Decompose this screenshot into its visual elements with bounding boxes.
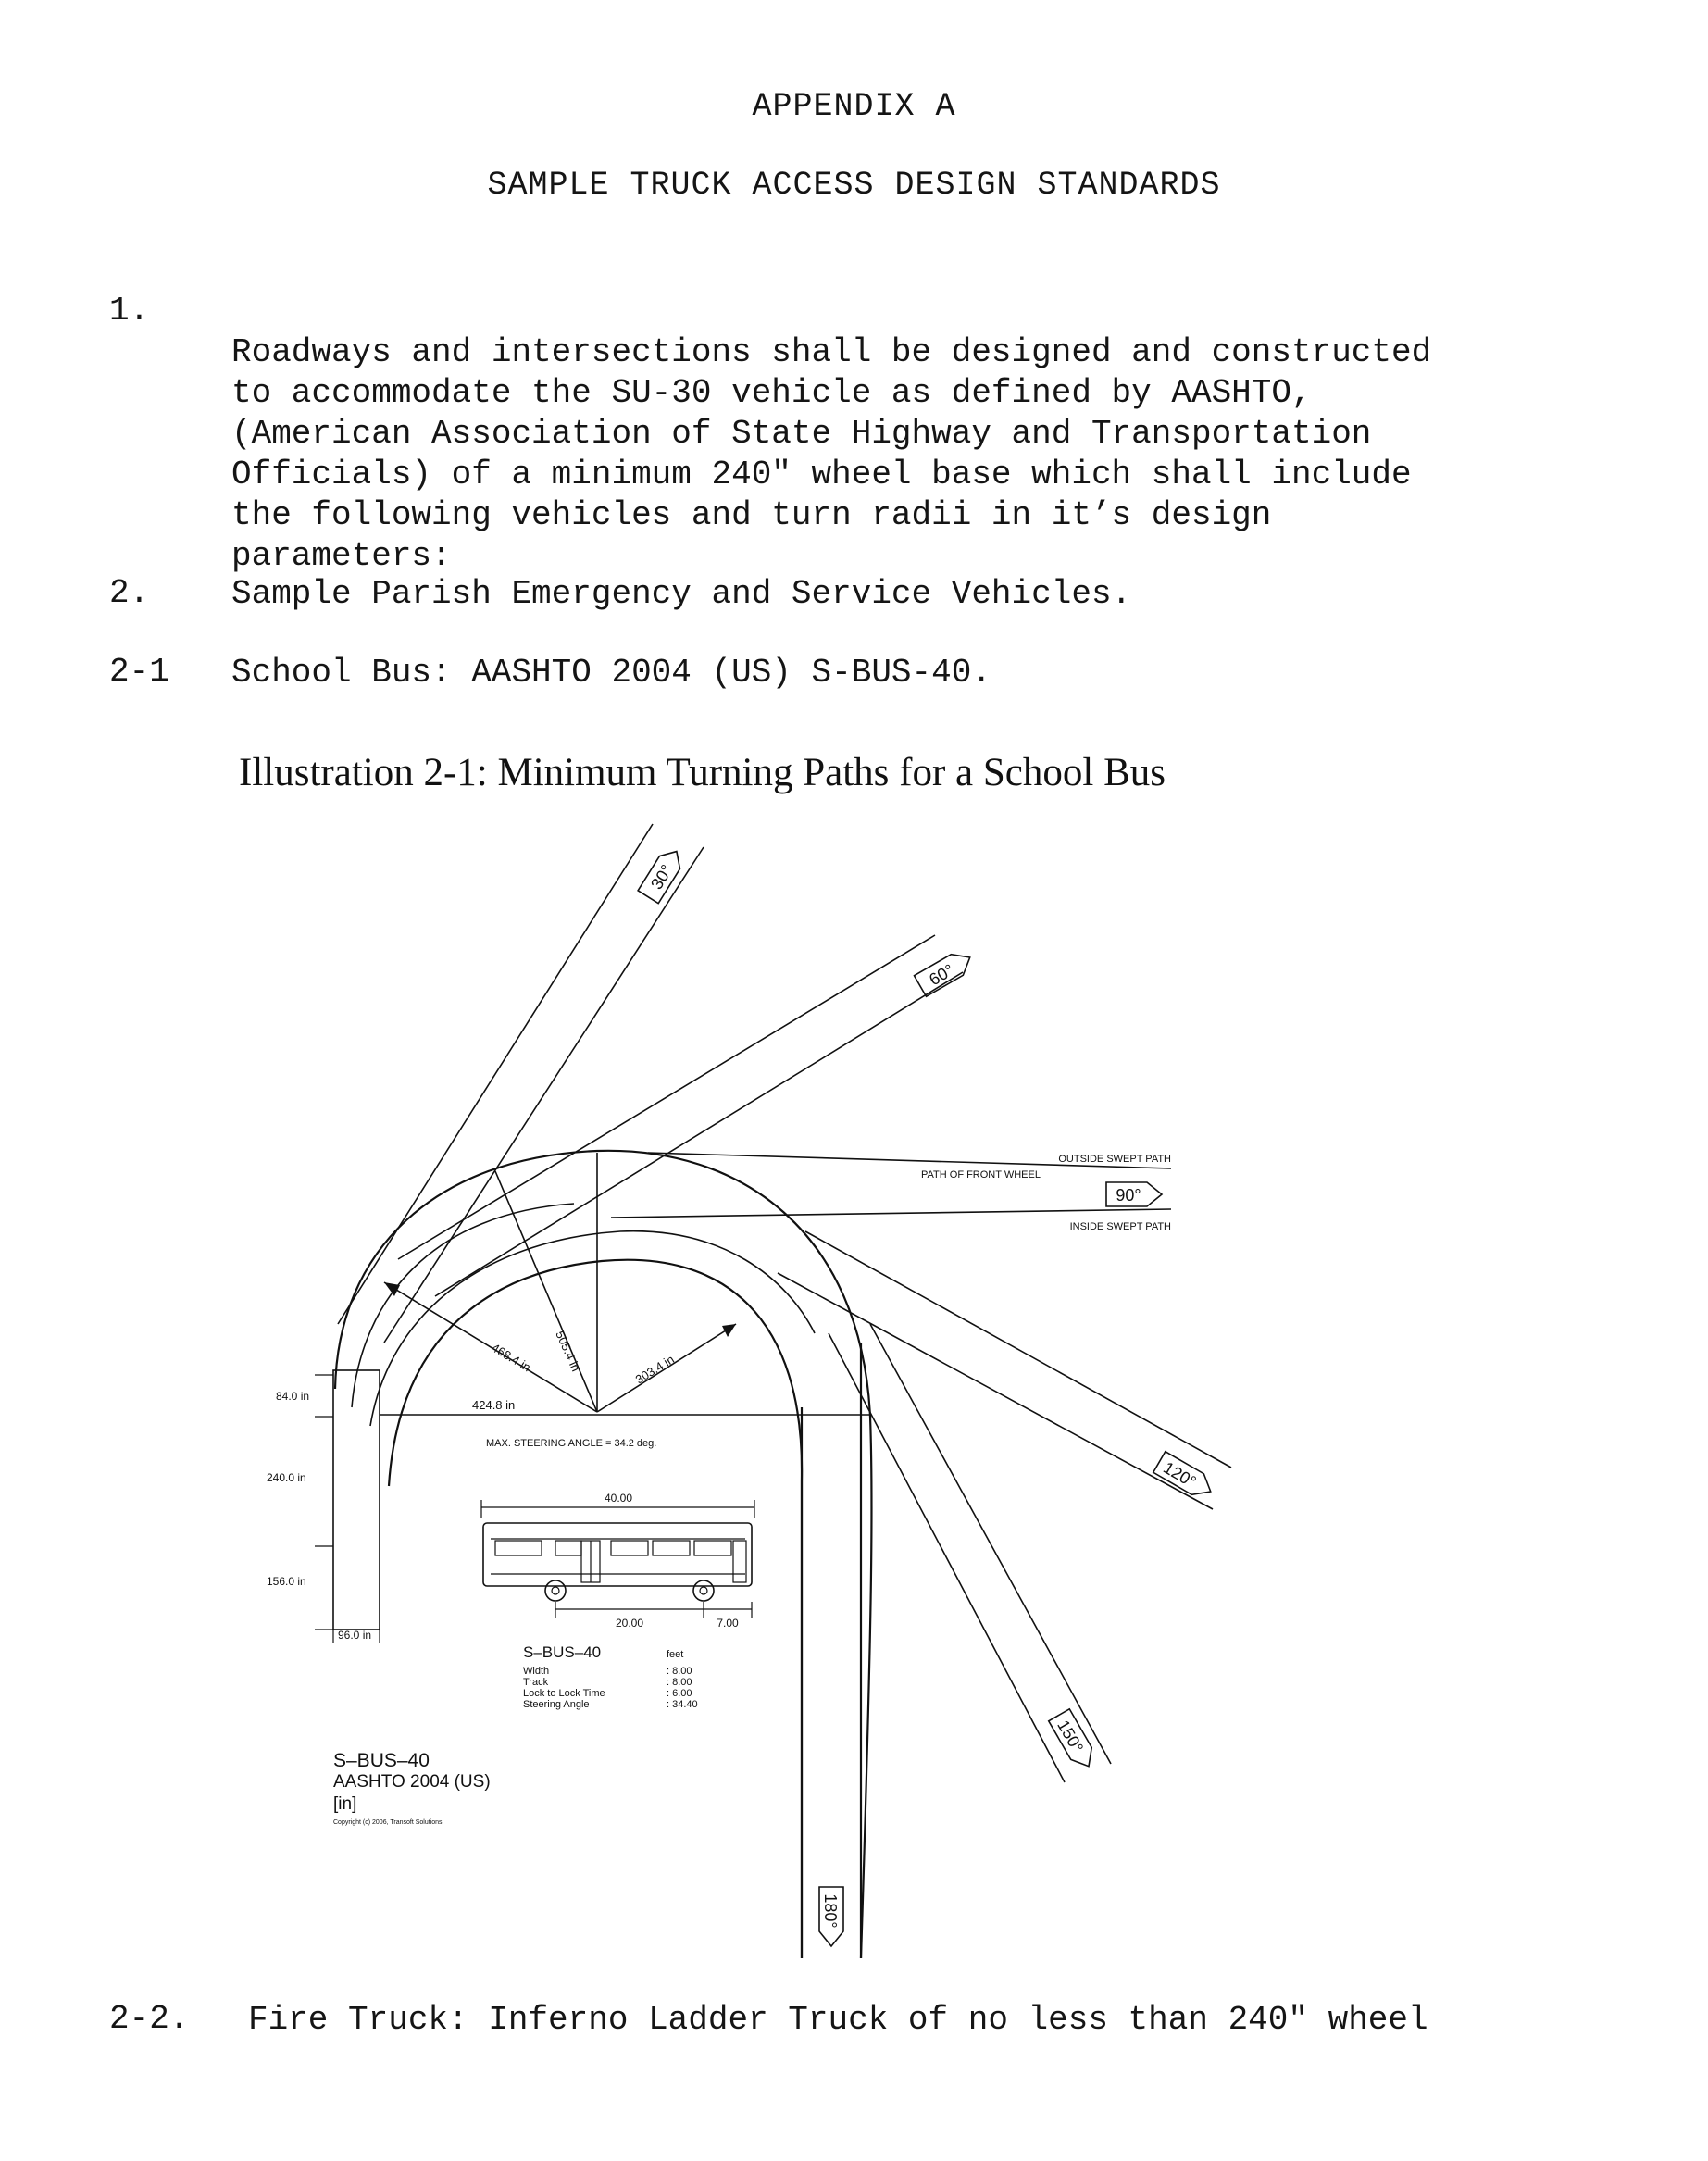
item-number: 1. bbox=[109, 292, 150, 330]
spec-value: : 34.40 bbox=[667, 1699, 698, 1710]
item-1-line: parameters: bbox=[231, 537, 452, 575]
steering-note: MAX. STEERING ANGLE = 34.2 deg. bbox=[486, 1438, 657, 1449]
item-2-text: Sample Parish Emergency and Service Vehicles. bbox=[231, 575, 1132, 613]
dimension-label: 240.0 in bbox=[267, 1471, 306, 1484]
bus-unit: feet bbox=[667, 1649, 684, 1660]
legend-standard: AASHTO 2004 (US) bbox=[333, 1772, 491, 1792]
overhang-label: 7.00 bbox=[717, 1617, 739, 1630]
svg-text:30°: 30° bbox=[647, 861, 677, 893]
bus-side-view bbox=[481, 1492, 754, 1630]
item-2-2-text: Fire Truck: Inferno Ladder Truck of no less than 240″ wheel bbox=[248, 2001, 1428, 2039]
spec-label: Track bbox=[523, 1677, 549, 1688]
wheelbase-label: 20.00 bbox=[615, 1617, 644, 1630]
bus-name: S–BUS–40 bbox=[523, 1643, 602, 1661]
radius-label: 468.4 in bbox=[489, 1340, 533, 1375]
dimension-label: 96.0 in bbox=[338, 1629, 372, 1642]
bus-spec-table bbox=[523, 1643, 698, 1710]
lane-60-deg bbox=[398, 935, 963, 1296]
dimension-label: 84.0 in bbox=[276, 1390, 310, 1403]
item-1-line: Officials) of a minimum 240″ wheel base which shall include bbox=[231, 456, 1412, 493]
appendix-title: APPENDIX A bbox=[752, 88, 956, 125]
item-number: 2-1 bbox=[109, 653, 169, 691]
item-1-line: Roadways and intersections shall be designed and constructed bbox=[231, 333, 1432, 371]
spec-label: Width bbox=[523, 1666, 550, 1677]
bus-footprint bbox=[315, 1370, 380, 1643]
svg-text:180°: 180° bbox=[821, 1893, 840, 1929]
arrow-60-deg bbox=[915, 947, 977, 997]
item-2-1-text: School Bus: AASHTO 2004 (US) S-BUS-40. bbox=[231, 654, 991, 692]
item-number: 2. bbox=[109, 574, 150, 612]
lane-180-deg bbox=[802, 1343, 861, 1958]
svg-text:90°: 90° bbox=[1116, 1186, 1141, 1205]
front-wheel-path-label: PATH OF FRONT WHEEL bbox=[921, 1169, 1041, 1180]
spec-label: Steering Angle bbox=[523, 1699, 590, 1710]
radius-label: 424.8 in bbox=[472, 1398, 516, 1412]
drawing-legend bbox=[333, 1750, 491, 1826]
appendix-subtitle: SAMPLE TRUCK ACCESS DESIGN STANDARDS bbox=[487, 167, 1221, 204]
svg-text:60°: 60° bbox=[926, 960, 957, 990]
arrow-180-deg bbox=[819, 1887, 843, 1946]
illustration-caption: Illustration 2-1: Minimum Turning Paths for a School Bus bbox=[239, 751, 1166, 794]
inside-swept-path-label: INSIDE SWEPT PATH bbox=[1069, 1221, 1171, 1232]
svg-text:150°: 150° bbox=[1053, 1717, 1088, 1756]
item-1-line: to accommodate the SU-30 vehicle as defined by AASHTO, bbox=[231, 374, 1312, 412]
legend-copyright: Copyright (c) 2006, Transoft Solutions bbox=[333, 1819, 443, 1826]
item-1-line: the following vehicles and turn radii in it’s design bbox=[231, 496, 1272, 534]
spec-value: : 8.00 bbox=[667, 1677, 692, 1688]
arrow-150-deg bbox=[1049, 1709, 1100, 1772]
lane-30-deg bbox=[338, 824, 704, 1343]
outside-swept-path bbox=[335, 1151, 872, 1958]
radius-label: 303.4 in bbox=[632, 1352, 677, 1387]
legend-name: S–BUS–40 bbox=[333, 1750, 430, 1771]
spec-value: : 8.00 bbox=[667, 1666, 692, 1677]
spec-value: : 6.00 bbox=[667, 1688, 692, 1699]
outside-swept-path-label: OUTSIDE SWEPT PATH bbox=[1058, 1154, 1171, 1165]
bus-length-label: 40.00 bbox=[604, 1492, 633, 1505]
legend-unit: [in] bbox=[333, 1794, 357, 1814]
item-1-line: (American Association of State Highway and Transportation bbox=[231, 415, 1372, 453]
svg-text:120°: 120° bbox=[1160, 1457, 1200, 1492]
arrow-90-deg bbox=[1106, 1182, 1162, 1206]
item-number: 2-2. bbox=[109, 2000, 190, 2038]
radius-label: 505.4 in bbox=[553, 1329, 583, 1374]
dimension-label: 156.0 in bbox=[267, 1575, 306, 1588]
arrow-30-deg bbox=[638, 845, 687, 904]
spec-label: Lock to Lock Time bbox=[523, 1688, 605, 1699]
